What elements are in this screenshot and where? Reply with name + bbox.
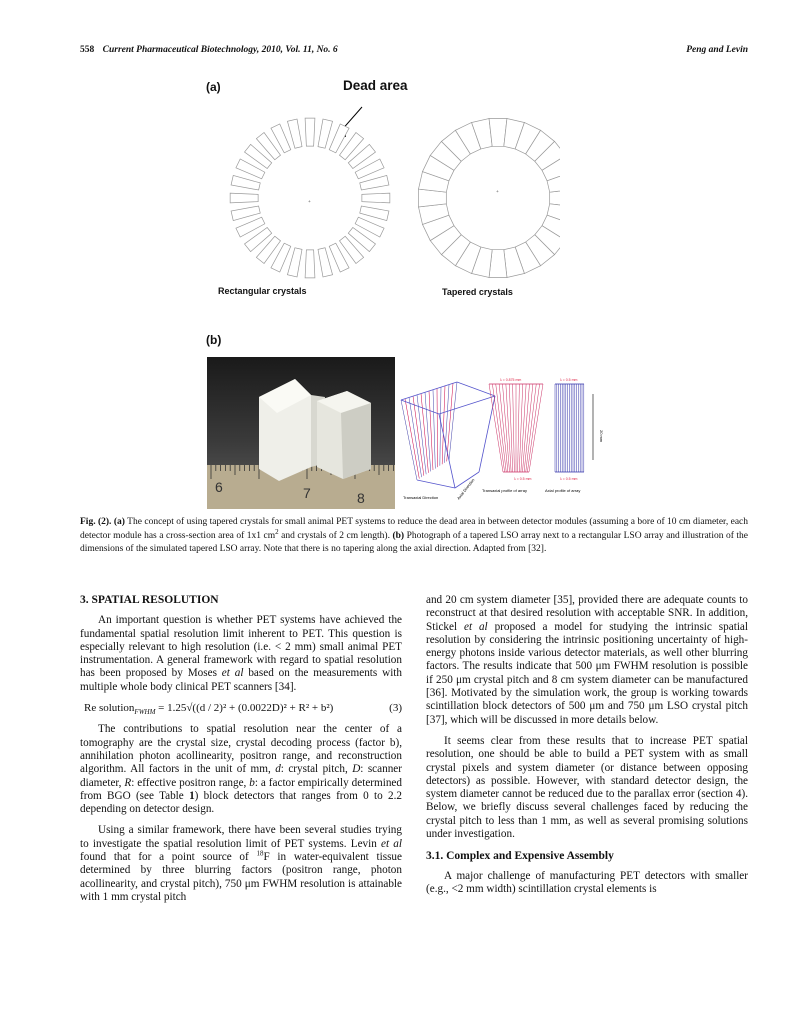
paragraph-2: [80, 723, 402, 816]
p3-a: Using a similar framework, there have been several studies trying to investigate the spatial resolution limit of PET systems. Levin: [80, 824, 402, 850]
ruler-number-7: 7: [303, 485, 311, 501]
ruler-number-8: 8: [357, 490, 365, 506]
p3-sup: 18: [256, 849, 264, 858]
crystal-segment: [362, 193, 390, 203]
left-column: [80, 594, 402, 904]
array-line: [442, 386, 445, 464]
p2-c: : scanner diameter,: [80, 763, 402, 789]
crystal-segment: [318, 248, 333, 277]
crystal-segment: [305, 250, 315, 278]
crystal-segment: [230, 193, 258, 203]
p3-b: found that for a point source of: [80, 851, 257, 864]
eq-sub: FWHM: [134, 708, 156, 717]
array-line: [440, 387, 441, 466]
rectangular-block-side: [341, 403, 371, 479]
label-bottom-b: λ = 0.5 mm: [560, 477, 578, 481]
caption-sup: 2: [275, 527, 279, 536]
label-transaxial-profile: Transaxial profile of array: [482, 488, 527, 493]
right-paragraph-1: [426, 594, 748, 727]
p3-etal: et al: [381, 837, 403, 850]
array-line: [405, 399, 419, 479]
caption-label: Fig. (2).: [80, 517, 112, 527]
photo-drawing: [207, 357, 395, 509]
running-authors: Peng and Levin: [686, 45, 748, 55]
equation-3: [84, 702, 402, 715]
label-top-a: λ = 0.875 mm: [500, 378, 522, 382]
paragraph-1: [80, 614, 402, 694]
transaxial-profile: [489, 384, 543, 472]
rectangular-crystal-ring: [230, 118, 390, 278]
p2-R: R: [124, 776, 132, 789]
p2-a: The contributions to spatial resolution near the center of a tomography are the crystal size, crystal decoding process (factor b), annihilation photon acollinearity, positron range, and reconstruction algorithm. All factors in the unit of mm,: [80, 723, 402, 776]
label-axial-profile: Axial profile of array: [545, 488, 581, 493]
crystal-segment: [360, 206, 389, 221]
label-top-b: λ = 0.5 mm: [560, 378, 578, 382]
array-line: [518, 384, 520, 472]
crystal-segment: [231, 206, 260, 221]
tapered-crystals-label: Tapered crystals: [442, 287, 513, 297]
p2-table-ref: 1: [189, 789, 195, 802]
section-title: 3. SPATIAL RESOLUTION: [80, 594, 219, 606]
caption-text-2: and crystals of 2 cm length).: [278, 530, 393, 541]
p2-b: : crystal pitch,: [280, 763, 353, 776]
right-paragraph-2: It seems clear from these results that to increase PET spatial resolution, one should be able to build a PET system with as small crystal pixels and system diameter (or distance between opposing detectors) as possible. However, with standard detector design, the system diameter cannot be reduced due to the parallax error (section 4). Below, we briefly discuss several challenges faced by reducing the crystal pitch to less than 1 mm, as well as several promising solutions under investigation.: [426, 734, 748, 841]
p2-D: D: [352, 763, 361, 776]
eq-rhs: = 1.25√((d / 2)² + (0.0022D)² + R² + b²): [155, 702, 334, 715]
running-header: [80, 45, 748, 59]
p2-d: d: [275, 763, 281, 776]
p1-text-b: based on the measurements with multiple whole body clinical PET scanners [34].: [80, 667, 403, 693]
right-paragraph-3: A major challenge of manufacturing PET detectors with smaller (e.g., <2 mm width) scintillation crystal elements is: [426, 869, 748, 895]
p3-c: F in water-equivalent tissue determined by three blurring factors (positron range, photon acollinearity, and crystal pitch), 750 μm FWHM resolution is attainable with 1 mm crystal pitch: [80, 851, 402, 903]
p2-f: ) block detectors that ranges from 0 to 2.2 depending on detector design.: [80, 789, 402, 816]
array-line: [527, 384, 539, 472]
paragraph-3: [80, 824, 402, 904]
crystal-segment: [287, 119, 302, 148]
ruler-number-6: 6: [215, 479, 223, 495]
caption-b: (b): [392, 530, 405, 541]
crystal-segment: [287, 248, 302, 277]
p2-e: : a factor empirically determined from BGO (see Table: [80, 776, 402, 802]
p1-etal: et al: [221, 667, 244, 680]
p2-b-var: b: [249, 776, 255, 789]
array-line: [519, 384, 523, 472]
caption-text-1: The concept of using tapered crystals for small animal PET systems to reduce the dead area in between detector modules (assuming a bore of 10 cm diameter, each detector module has a cross-section area of 1x1 cm: [80, 517, 748, 541]
right-column: [426, 594, 748, 896]
array-line: [492, 384, 504, 472]
array-line: [433, 390, 435, 469]
figure-caption: [80, 516, 748, 557]
journal-title: Current Pharmaceutical Biotechnology, 2010, Vol. 11, No. 6: [102, 45, 338, 55]
label-axial-direction: Axial Direction: [455, 477, 476, 501]
rp1-b: proposed a model for studying the intrinsic spatial resolution by considering the intrinsic positioning uncertainty of high-energy photons inside various detector materials, as well other blurring factors. The results indicate that 500 μm FWHM resolution is possible if 250 μm crystal pitch and 8 cm system diameter can be manufactured [36]. Motivated by the simulation work, the group is working towards scintillation block detectors of 500 μm and 750 μm LSO crystal pitch [37], which will be discussed in more details below.: [426, 620, 748, 726]
p2-d2: : effective positron range,: [131, 776, 250, 789]
array-line: [417, 480, 455, 488]
axial-profile: [555, 384, 584, 472]
caption-text-3: Photograph of a tapered LSO array next to a rectangular LSO array and illustration of the dimensions of the simulated tapered LSO array. Note that there is no tapering along the axial direction. Adapted from [32].: [80, 530, 748, 554]
page-number: 558: [80, 45, 95, 55]
label-transaxial-direction: Transaxial Direction: [403, 495, 439, 500]
dead-area-label: Dead area: [343, 78, 408, 93]
crystal-segment: [360, 175, 389, 190]
lso-array-photograph: [207, 357, 395, 509]
array-line: [513, 384, 515, 472]
panel-b-label: (b): [206, 333, 222, 347]
rp1-a: and 20 cm system diameter [35], provided there are adequate counts to reconstruct at that desired resolution with acceptable SNR. In addition, Stickel: [426, 594, 748, 633]
array-line: [437, 388, 438, 467]
rectangular-crystals-label: Rectangular crystals: [218, 286, 307, 296]
array-line: [439, 396, 495, 414]
caption-a: (a): [113, 517, 125, 527]
eq-lhs: Re solution: [84, 702, 135, 715]
crystal-segment: [318, 119, 333, 148]
tapered-array-diagram: [397, 372, 607, 507]
ring-center-mark-left: +: [308, 200, 311, 205]
tapered-crystal-ring: [419, 119, 560, 278]
panel-a-label: (a): [206, 80, 221, 94]
array-line: [509, 384, 513, 472]
pet-ring-figure: [200, 95, 560, 295]
equation-body: [84, 702, 333, 715]
array-line: [409, 397, 422, 477]
p1-text-a: An important question is whether PET systems have achieved the fundamental spatial resolution limit inherent to PET. This question is especially relevant to high resolution (i.e. < 2 mm) small animal PET instrumentation. A general framework with regard to spatial resolution has been proposed by Moses: [80, 614, 402, 680]
label-20mm: 20 mm: [599, 430, 604, 443]
label-bottom-a: λ = 0.5 mm: [514, 477, 532, 481]
subsection-title: 3.1. Complex and Expensive Assembly: [426, 850, 614, 863]
crystal-segment: [305, 118, 315, 146]
crystal-segment: [231, 175, 260, 190]
array-line: [401, 400, 417, 480]
diagram-3d-array: [401, 382, 495, 488]
ring-center-mark-right: +: [496, 190, 499, 195]
rp1-etal: et al: [463, 620, 488, 633]
equation-number: (3): [389, 702, 402, 715]
